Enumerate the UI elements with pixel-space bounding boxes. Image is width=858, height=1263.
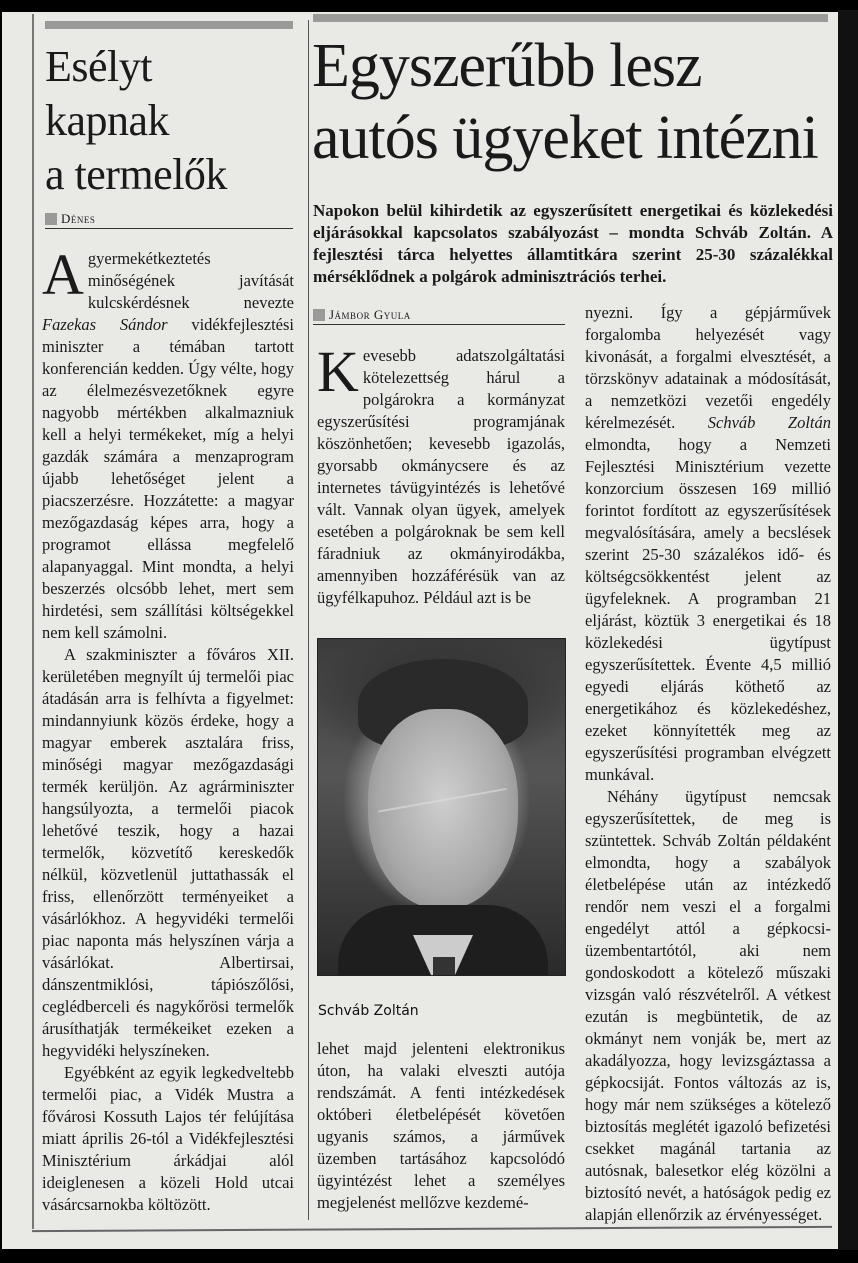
section-bar-main (313, 14, 828, 22)
scan-border (838, 10, 858, 1250)
italic-name: Schváb Zoltán (707, 413, 831, 432)
paragraph: Egyébként az egyik legkedveltebb termelői piac, a Vidék Mustra a fővárosi Kossuth Lajos tér felújítása miatt április 26-tól a Vidékfejlesztési Minisztérium árkádjai alól ideiglenesen a közeli Hold utcai vásárcsarnokba költözött. (42, 1063, 294, 1214)
left-byline (45, 210, 293, 229)
headline-line: autós ügyeket intézni (312, 104, 818, 172)
dropcap: K (317, 339, 359, 404)
left-column-rule (32, 14, 34, 1229)
main-byline (313, 306, 565, 325)
column-divider (308, 20, 309, 1220)
headline-line: a termelők (45, 150, 227, 199)
main-col2 (585, 302, 831, 1226)
headline-line: Egyszerűbb lesz (312, 32, 702, 100)
paragraph (317, 339, 565, 609)
article-lead: Napokon belül kihirdetik az egyszerűsített energetikai és közlekedési eljárásokkal kapcsolatos szabályozást – mondta Schváb Zoltán. A fejlesztési tárca helyettes államtitkára szerint 25-30 százalékkal mérséklődnek a polgárok adminisztrációs terhei. (313, 201, 833, 286)
dropcap: A (42, 242, 84, 307)
byline-square-icon (45, 213, 57, 225)
main-col1-top (317, 339, 565, 609)
paragraph-text: evesebb adatszolgáltatási kötelezettség hárul a polgárokra a kormányzat egyszerűsítési programjának köszönhetően; kevesebb igazolás, gyorsabb okmánycsere és az internetes távügyintézés is lehetővé vált. Vannak olyan ügyek, amelyek esetében a polgároknak be sem kell fáradniuk az okmányirodákba, amennyiben hozzáférésük van az ügyfélkapuhoz. Például azt is be (317, 346, 565, 607)
left-article-body (42, 242, 294, 1216)
paragraph: nyezni. Így a gépjárművek forgalomba helyezését vagy kivonását, a forgalmi elvesztését, a törzskönyv adatainak a módosítását, a nemzetközi vezetői engedély kérelmezését. Schváb Zoltán elmondta, hogy a Nemzeti Fejlesztési Minisztérium vezette konzorcium összesen 169 millió forintot fordított az egyszerűsítések megvalósítására, amely a becslések szerint 25-30 százalékos idő- és költségcsökkentést jelent az ügyfeleknek. A programban 21 eljárást, köztük 3 energetikai és 18 közlekedési ügytípust egyszerűsítettek. Évente 4,5 millió egyedi eljárás köthető az energetikához és közlekedéshez, ezeket könnyítették meg az egyszerűsítési programban elvégzett munkával. (585, 303, 831, 784)
byline-author: Jámbor Gyula (329, 307, 411, 322)
byline-square-icon (313, 309, 325, 321)
main-col1-bottom (317, 1038, 565, 1214)
paragraph (42, 242, 294, 644)
byline-author: Dénes (61, 211, 96, 226)
photo-tie (433, 957, 455, 975)
paragraph: Néhány ügytípust nemcsak egyszerűsítettek, de meg is szüntettek. Schváb Zoltán példaként elmondta, hogy a szabályok életbelépése után az intézkedő rendőr nem veszi el a forgalmi engedélyt attól a gépkocsi-üzembentartótól, aki nem gondoskodott a kötelező műszaki vizsgán való részvételről. A vétkest ezután is megbüntetik, de az okmányt nem vonják be, mert az akadályozza, hogy levizsgáztassa a gépkocsiját. Fontos változás az is, hogy már nem szükséges a kötelező biztosítás meglétét igazoló befizetési csekket magánál tartania az autósnak, balesetkor elég közölni a biztosító nevét, a hatóságok pedig ez alapján ellenőrzik az érvényességet. (585, 787, 831, 1224)
paragraph-text: gyermekétkeztetés minőségének javítását kulcskérdésnek nevezte Fazekas Sándor vidékfejlesztési miniszter a témában tartott konferencián kedden. Úgy vélte, hogy az élelmezésvezetőknek egyre nagyobb mértékben alkalmazniuk kell a helyi termékeket, míg a helyi gazdák számára a menzaprogram újabb lehetőséget jelent a piacszerzésre. Hozzátette: a magyar mezőgazdaság képes arra, hogy a programot ellássa megfelelő alapanyaggal. Mint mondta, a helyi beszerzés olcsóbb lehet, mert sem hirdetési, sem szállítási költségekkel nem kell számolni. (42, 249, 294, 642)
main-headline (312, 30, 832, 174)
portrait-photo (317, 638, 566, 976)
italic-name: Fazekas Sándor (42, 315, 168, 334)
headline-line: Esélyt (45, 42, 152, 91)
left-headline (45, 40, 295, 202)
paragraph: A szakminiszter a főváros XII. kerületében megnyílt új termelői piac átadásán arra is felhívta a figyelmet: mindannyiunk közös érdeke, hogy a magyar emberek asztalára friss, minőségi magyar mezőgazdasági termék kerüljön. Az agrárminiszter hangsúlyozta, a termelői piacok lehetővé teszik, hogy a hazai termelők, közvetítő kereskedők nélkül, közvetlenül juttathassák el friss, ellenőrzött terményeiket a vásárlókhoz. A hegyvidéki termelői piac naponta más helyszínen várja a vásárlókat. Albertirsai, dánszentmiklósi, tápiószőlősi, ceglédberceli és nagykőrösi termelők árusíthatják termékeiket ezeken a hegyvidéki helyszíneken. (42, 645, 294, 1060)
paragraph: lehet majd jelenteni elektronikus úton, ha valaki elveszti autója rendszámát. A fenti intézkedések októberi életbelépését követően ugyanis számos, a járművek üzemben tartásához kapcsolódó ügyintézést lehet a személyes megjelenést mellőzve kezdemé- (317, 1039, 565, 1212)
section-bar-left (45, 21, 293, 29)
photo-caption: Schváb Zoltán (318, 1003, 419, 1019)
headline-line: kapnak (45, 96, 170, 145)
